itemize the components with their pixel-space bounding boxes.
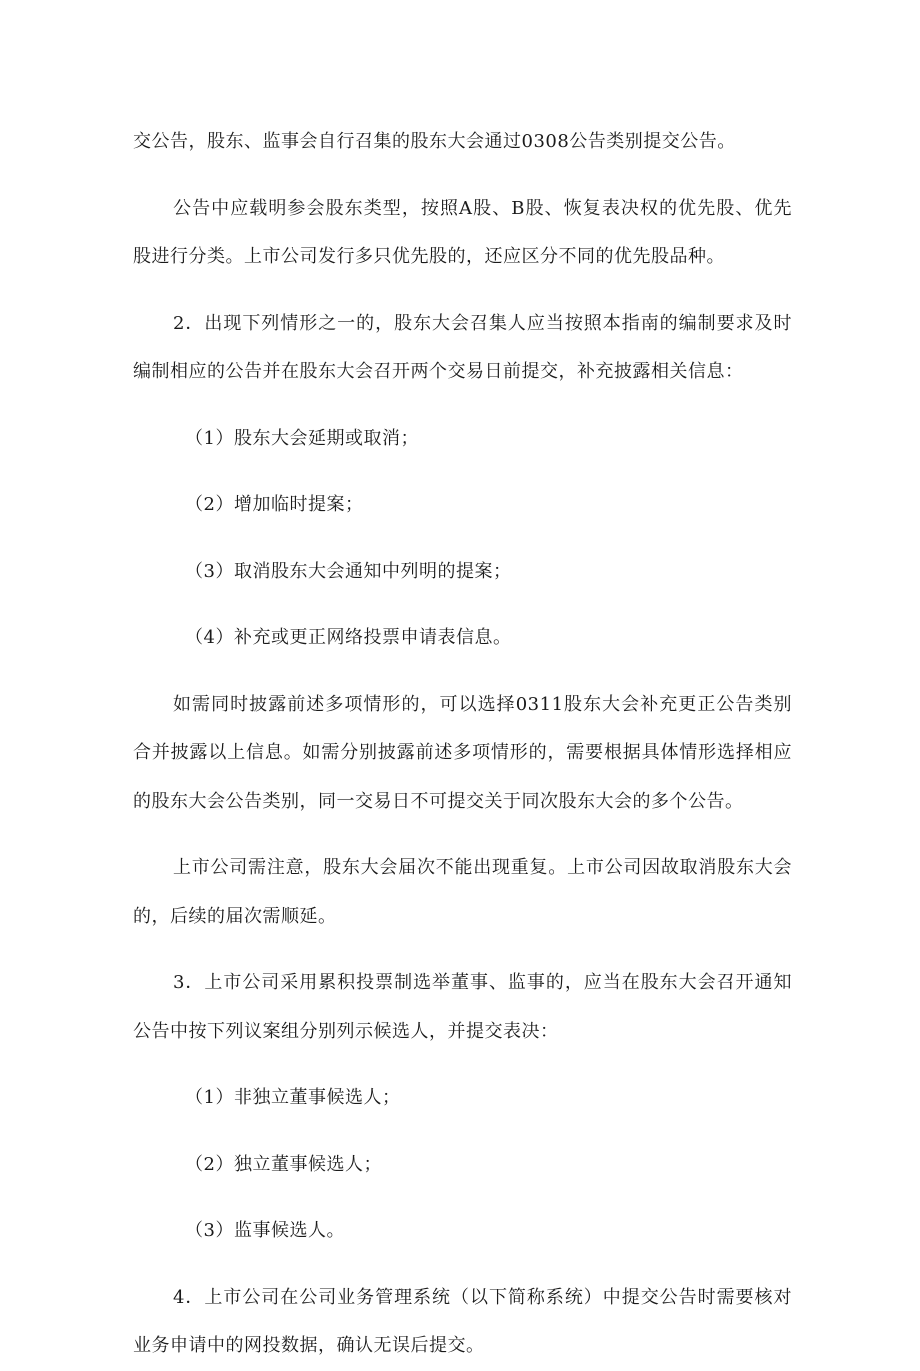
paragraph-item-4: 4．上市公司在公司业务管理系统（以下简称系统）中提交公告时需要核对业务申请中的网投数据，确认无误后提交。 [133,1286,792,1356]
paragraph-session-numbering: 上市公司需注意，股东大会届次不能出现重复。上市公司因故取消股东大会的，后续的届次需顺延。 [133,857,792,927]
list-item: （2）增加临时提案； [185,494,364,515]
list-item: （3）监事候选人。 [185,1220,345,1241]
paragraph-continuation: 交公告，股东、监事会自行召集的股东大会通过0308公告类别提交公告。 [133,131,736,152]
list-item: （1）股东大会延期或取消； [185,427,419,449]
list-item: （2）独立董事候选人； [185,1153,382,1175]
list-item: （3）取消股东大会通知中列明的提案； [185,560,512,582]
list-item: （1）非独立董事候选人； [185,1087,401,1108]
paragraph-shareholder-types: 公告中应载明参会股东类型，按照A股、B股、恢复表决权的优先股、优先股进行分类。上市公司发行多只优先股的，还应区分不同的优先股品种。 [133,197,792,267]
paragraph-item-2: 2．出现下列情形之一的，股东大会召集人应当按照本指南的编制要求及时编制相应的公告并在股东大会召开两个交易日前提交，补充披露相关信息： [133,312,792,382]
paragraph-combined-disclosure: 如需同时披露前述多项情形的，可以选择0311股东大会补充更正公告类别合并披露以上信息。如需分别披露前述多项情形的，需要根据具体情形选择相应的股东大会公告类别，同一交易日不可提交关于同次股东大会的多个公告。 [133,693,792,812]
paragraph-item-3: 3．上市公司采用累积投票制选举董事、监事的，应当在股东大会召开通知公告中按下列议案组分别列示候选人，并提交表决： [133,972,792,1042]
list-item: （4）补充或更正网络投票申请表信息。 [185,627,512,648]
